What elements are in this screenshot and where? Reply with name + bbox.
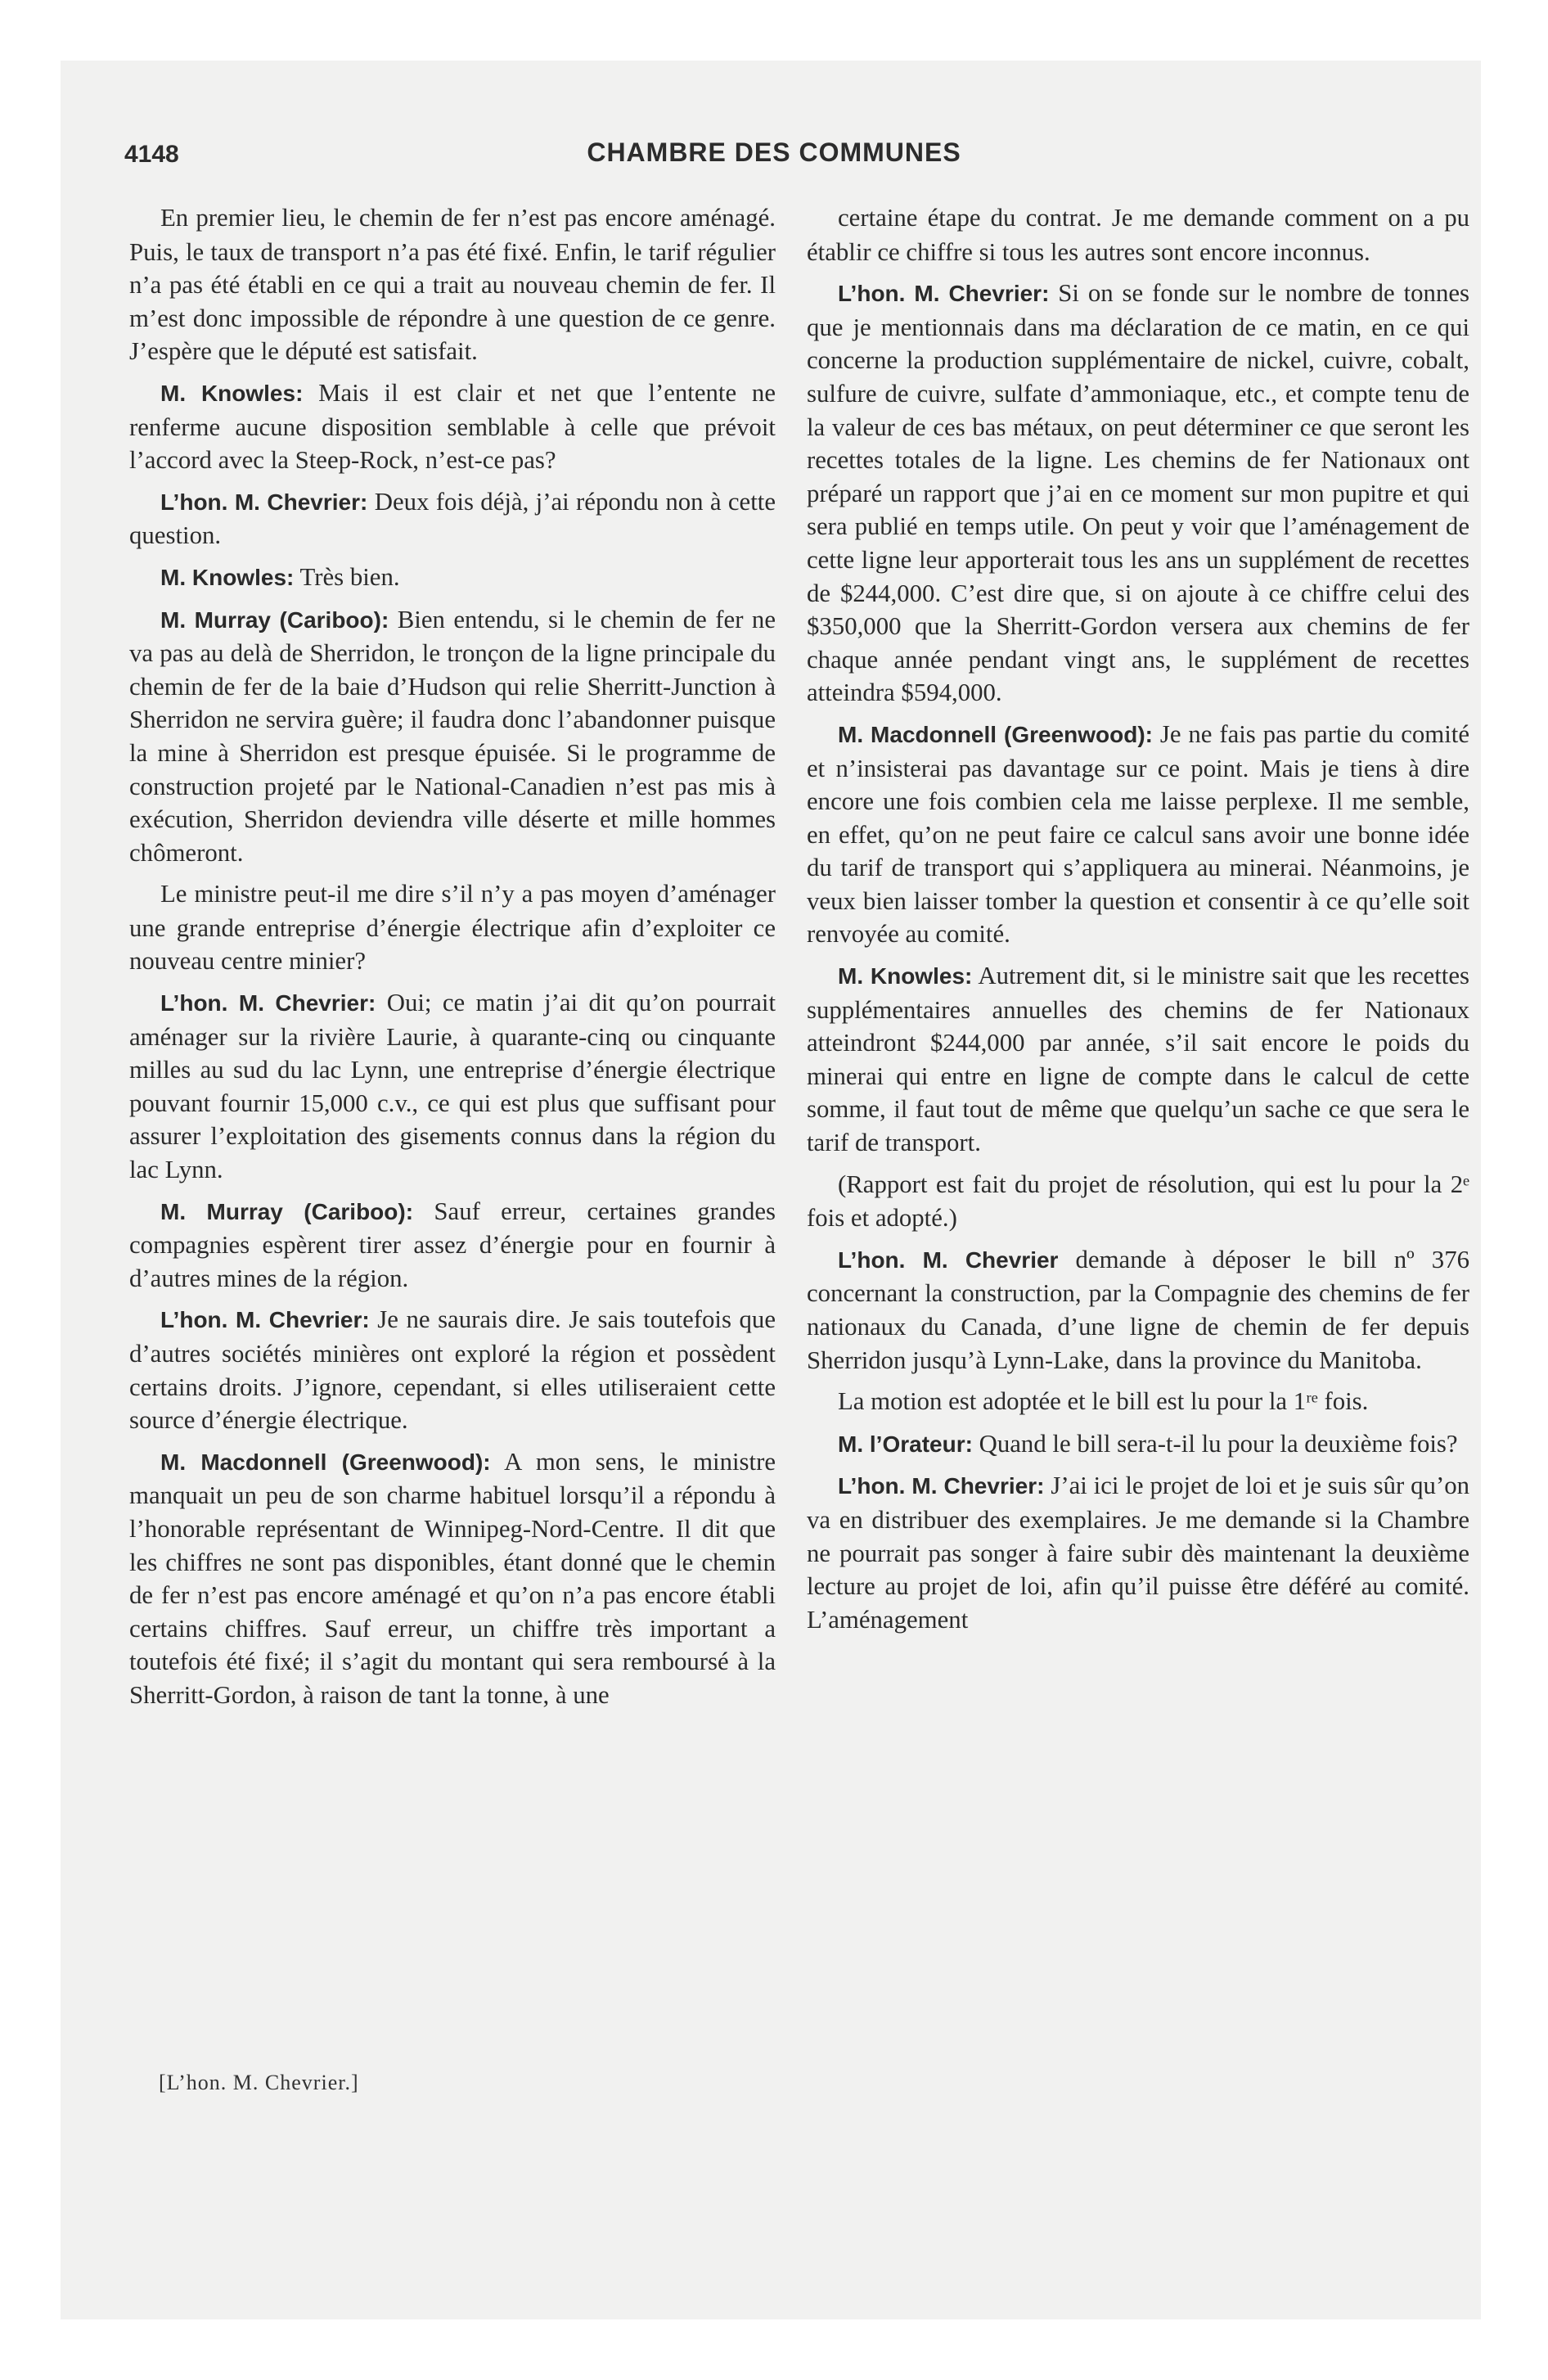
paragraph <box>129 201 776 368</box>
paragraph-text: (Rapport est fait du projet de résolution, qui est lu pour la 2ᵉ fois et adopté.) <box>807 1170 1469 1233</box>
paragraph-text: Je ne saurais dire. Je sais toutefois que d’autres sociétés minières ont exploré la région et possèdent certains droits. J’ignore, cependant, si elles utiliseraient cette source d’énergie électrique. <box>129 1305 776 1435</box>
paragraph-text: A mon sens, le ministre manquait un peu de son charme habituel lorsqu’il a répondu à l’honorable représentant de Winnipeg-Nord-Centre. Il dit que les chiffres ne sont pas disponibles, étant donné que le chemin de fer n’est pas encore aménagé et qu’on n’a pas encore établi certains chiffres. Sauf erreur, un chiffre très important a toutefois été fixé; il s’agit du montant qui sera remboursé à la Sherritt-Gordon, à raison de tant la tonne, à une <box>129 1447 776 1709</box>
paragraph-text: Sauf erreur, certaines grandes compagnies espèrent tirer assez d’énergie pour en fournir à d’autres mines de la région. <box>129 1197 776 1292</box>
paragraph-text: Autrement dit, si le ministre sait que les recettes supplémentaires annuelles des chemins de fer Nationaux atteindront $244,000 par année, s’il sait encore le poids du minerai qui entre en ligne de compte dans le calcul de cette somme, il faut tout de même que quelqu’un sache ce que sera le tarif de transport. <box>807 962 1469 1157</box>
speaker-name: L’hon. M. Chevrier: <box>838 1473 1045 1499</box>
paragraph <box>129 1303 776 1436</box>
speaker-name: M. Knowles: <box>160 380 304 406</box>
paragraph-text: certaine étape du contrat. Je me demande comment on a pu établir ce chiffre si tous les autres sont encore inconnus. <box>807 204 1469 266</box>
right-column <box>807 201 1469 1644</box>
left-column <box>129 201 776 1720</box>
speaker-name: L’hon. M. Chevrier: <box>160 990 376 1016</box>
paragraph <box>807 1385 1469 1419</box>
paragraph-text: Deux fois déjà, j’ai répondu non à cette question. <box>129 487 776 550</box>
speaker-name: M. l’Orateur: <box>838 1431 973 1457</box>
paragraph-text: Oui; ce matin j’ai dit qu’on pourrait aménager sur la rivière Laurie, à quarante-cinq ou cinquante milles au sud du lac Lynn, une entreprise d’énergie électrique pouvant fournir 15,000 c.v., ce qui est plus que suffisant pour assurer l’exploitation des gisements connus dans la région du lac Lynn. <box>129 989 776 1184</box>
paragraph <box>129 1195 776 1296</box>
paragraph <box>807 1243 1469 1377</box>
paragraph <box>129 986 776 1187</box>
paragraph <box>807 201 1469 268</box>
paragraph-text: En premier lieu, le chemin de fer n’est pas encore aménagé. Puis, le taux de transport n’a pas été fixé. Enfin, le tarif régulier n’a pas été établi en ce qui a trait au nouveau chemin de fer. Il m’est donc impossible de répondre à une question de ce genre. J’espère que le député est satisfait. <box>129 204 776 366</box>
paragraph <box>129 877 776 978</box>
speaker-name: L’hon. M. Chevrier <box>838 1246 1059 1273</box>
paragraph-text: Je ne fais pas partie du comité et n’insisterai pas davantage sur ce point. Mais je tiens à dire encore une fois combien cela me laisse perplexe. Il me semble, en effet, qu’on ne peut faire ce calcul sans avoir une bonne idée du tarif de transport qui s’appliquera au minerai. Néanmoins, je veux bien laisser tomber la question et consentir à ce qu’elle soit renvoyée au comité. <box>807 719 1469 949</box>
speaker-name: M. Murray (Cariboo): <box>160 1198 414 1224</box>
paragraph-text: Le ministre peut-il me dire s’il n’y a pas moyen d’aménager une grande entreprise d’énergie électrique afin d’exploiter ce nouveau centre minier? <box>129 880 776 976</box>
paragraph-text: Bien entendu, si le chemin de fer ne va pas au delà de Sherridon, le tronçon de la ligne principale du chemin de fer de la baie d’Hudson qui relie Sherritt-Junction à Sherridon ne servira guère; il faudra donc l’abandonner puisque la mine à Sherridon est presque épuisée. Si le programme de construction projeté par le National-Canadien n’est pas mis à exécution, Sherridon deviendra ville déserte et mille hommes chômeront. <box>129 605 776 867</box>
paragraph-text: Quand le bill sera-t-il lu pour la deuxième fois? <box>979 1429 1458 1458</box>
paragraph-text: Si on se fonde sur le nombre de tonnes que je mentionnais dans ma déclaration de ce matin, en ce qui concerne la production supplémentaire de nickel, cuivre, cobalt, sulfure de cuivre, sulfate d’ammoniaque, etc., et compte tenu de la valeur de ces bas métaux, on peut déterminer ce que seront les recettes totales de la ligne. Les chemins de fer Nationaux ont préparé un rapport que j’ai en ce moment sur mon pupitre et qui sera publié en temps utile. On peut y voir que l’aménagement de cette ligne leur apporterait tous les ans un supplément de recettes de $244,000. C’est dire que, si on ajoute à ce chiffre celui des $350,000 que la Sherritt-Gordon versera aux chemins de fer chaque année pendant vingt ans, le supplément de recettes atteindra $594,000. <box>807 279 1470 707</box>
paragraph-text: demande à déposer le bill nº 376 concernant la construction, par la Compagnie des chemins de fer nationaux du Canada, d’une ligne de chemin de fer depuis Sherridon jusqu’à Lynn-Lake, dans la province du Manitoba. <box>807 1245 1470 1374</box>
paragraph <box>129 561 776 595</box>
paragraph <box>129 485 776 552</box>
speaker-name: M. Knowles: <box>160 564 295 590</box>
speaker-name: L’hon. M. Chevrier: <box>838 281 1050 307</box>
speaker-name: L’hon. M. Chevrier: <box>160 1307 370 1333</box>
speaker-name: L’hon. M. Chevrier: <box>160 489 368 515</box>
paragraph <box>129 376 776 477</box>
running-speaker-footer: [L’hon. M. Chevrier.] <box>159 2071 359 2094</box>
speaker-name: M. Knowles: <box>838 963 973 989</box>
paragraph <box>807 277 1469 710</box>
paragraph <box>807 718 1469 951</box>
paragraph <box>129 603 776 870</box>
paragraph-text: Mais il est clair et net que l’entente ne renferme aucune disposition semblable à celle que prévoit l’accord avec la Steep-Rock, n’est-ce pas? <box>129 378 776 475</box>
paragraph <box>807 1427 1469 1462</box>
paragraph <box>807 959 1469 1160</box>
paragraph <box>129 1445 776 1712</box>
paragraph-text: Très bien. <box>299 562 400 591</box>
paragraph <box>807 1168 1469 1235</box>
speaker-name: M. Murray (Cariboo): <box>160 606 389 633</box>
speaker-name: M. Macdonnell (Greenwood): <box>838 721 1153 747</box>
running-title: CHAMBRE DES COMMUNES <box>587 137 961 167</box>
paragraph-text: J’ai ici le projet de loi et je suis sûr qu’on va en distribuer des exemplaires. Je me demande si la Chambre ne pourrait pas songer à faire subir dès maintenant la deuxième lecture au projet de loi, afin qu’il puisse être déféré au comité. L’aménagement <box>807 1472 1470 1634</box>
paragraph <box>807 1469 1469 1636</box>
paragraph-text: La motion est adoptée et le bill est lu pour la 1ʳᵉ fois. <box>838 1387 1369 1416</box>
speaker-name: M. Macdonnell (Greenwood): <box>160 1449 491 1475</box>
page-number: 4148 <box>124 141 179 168</box>
